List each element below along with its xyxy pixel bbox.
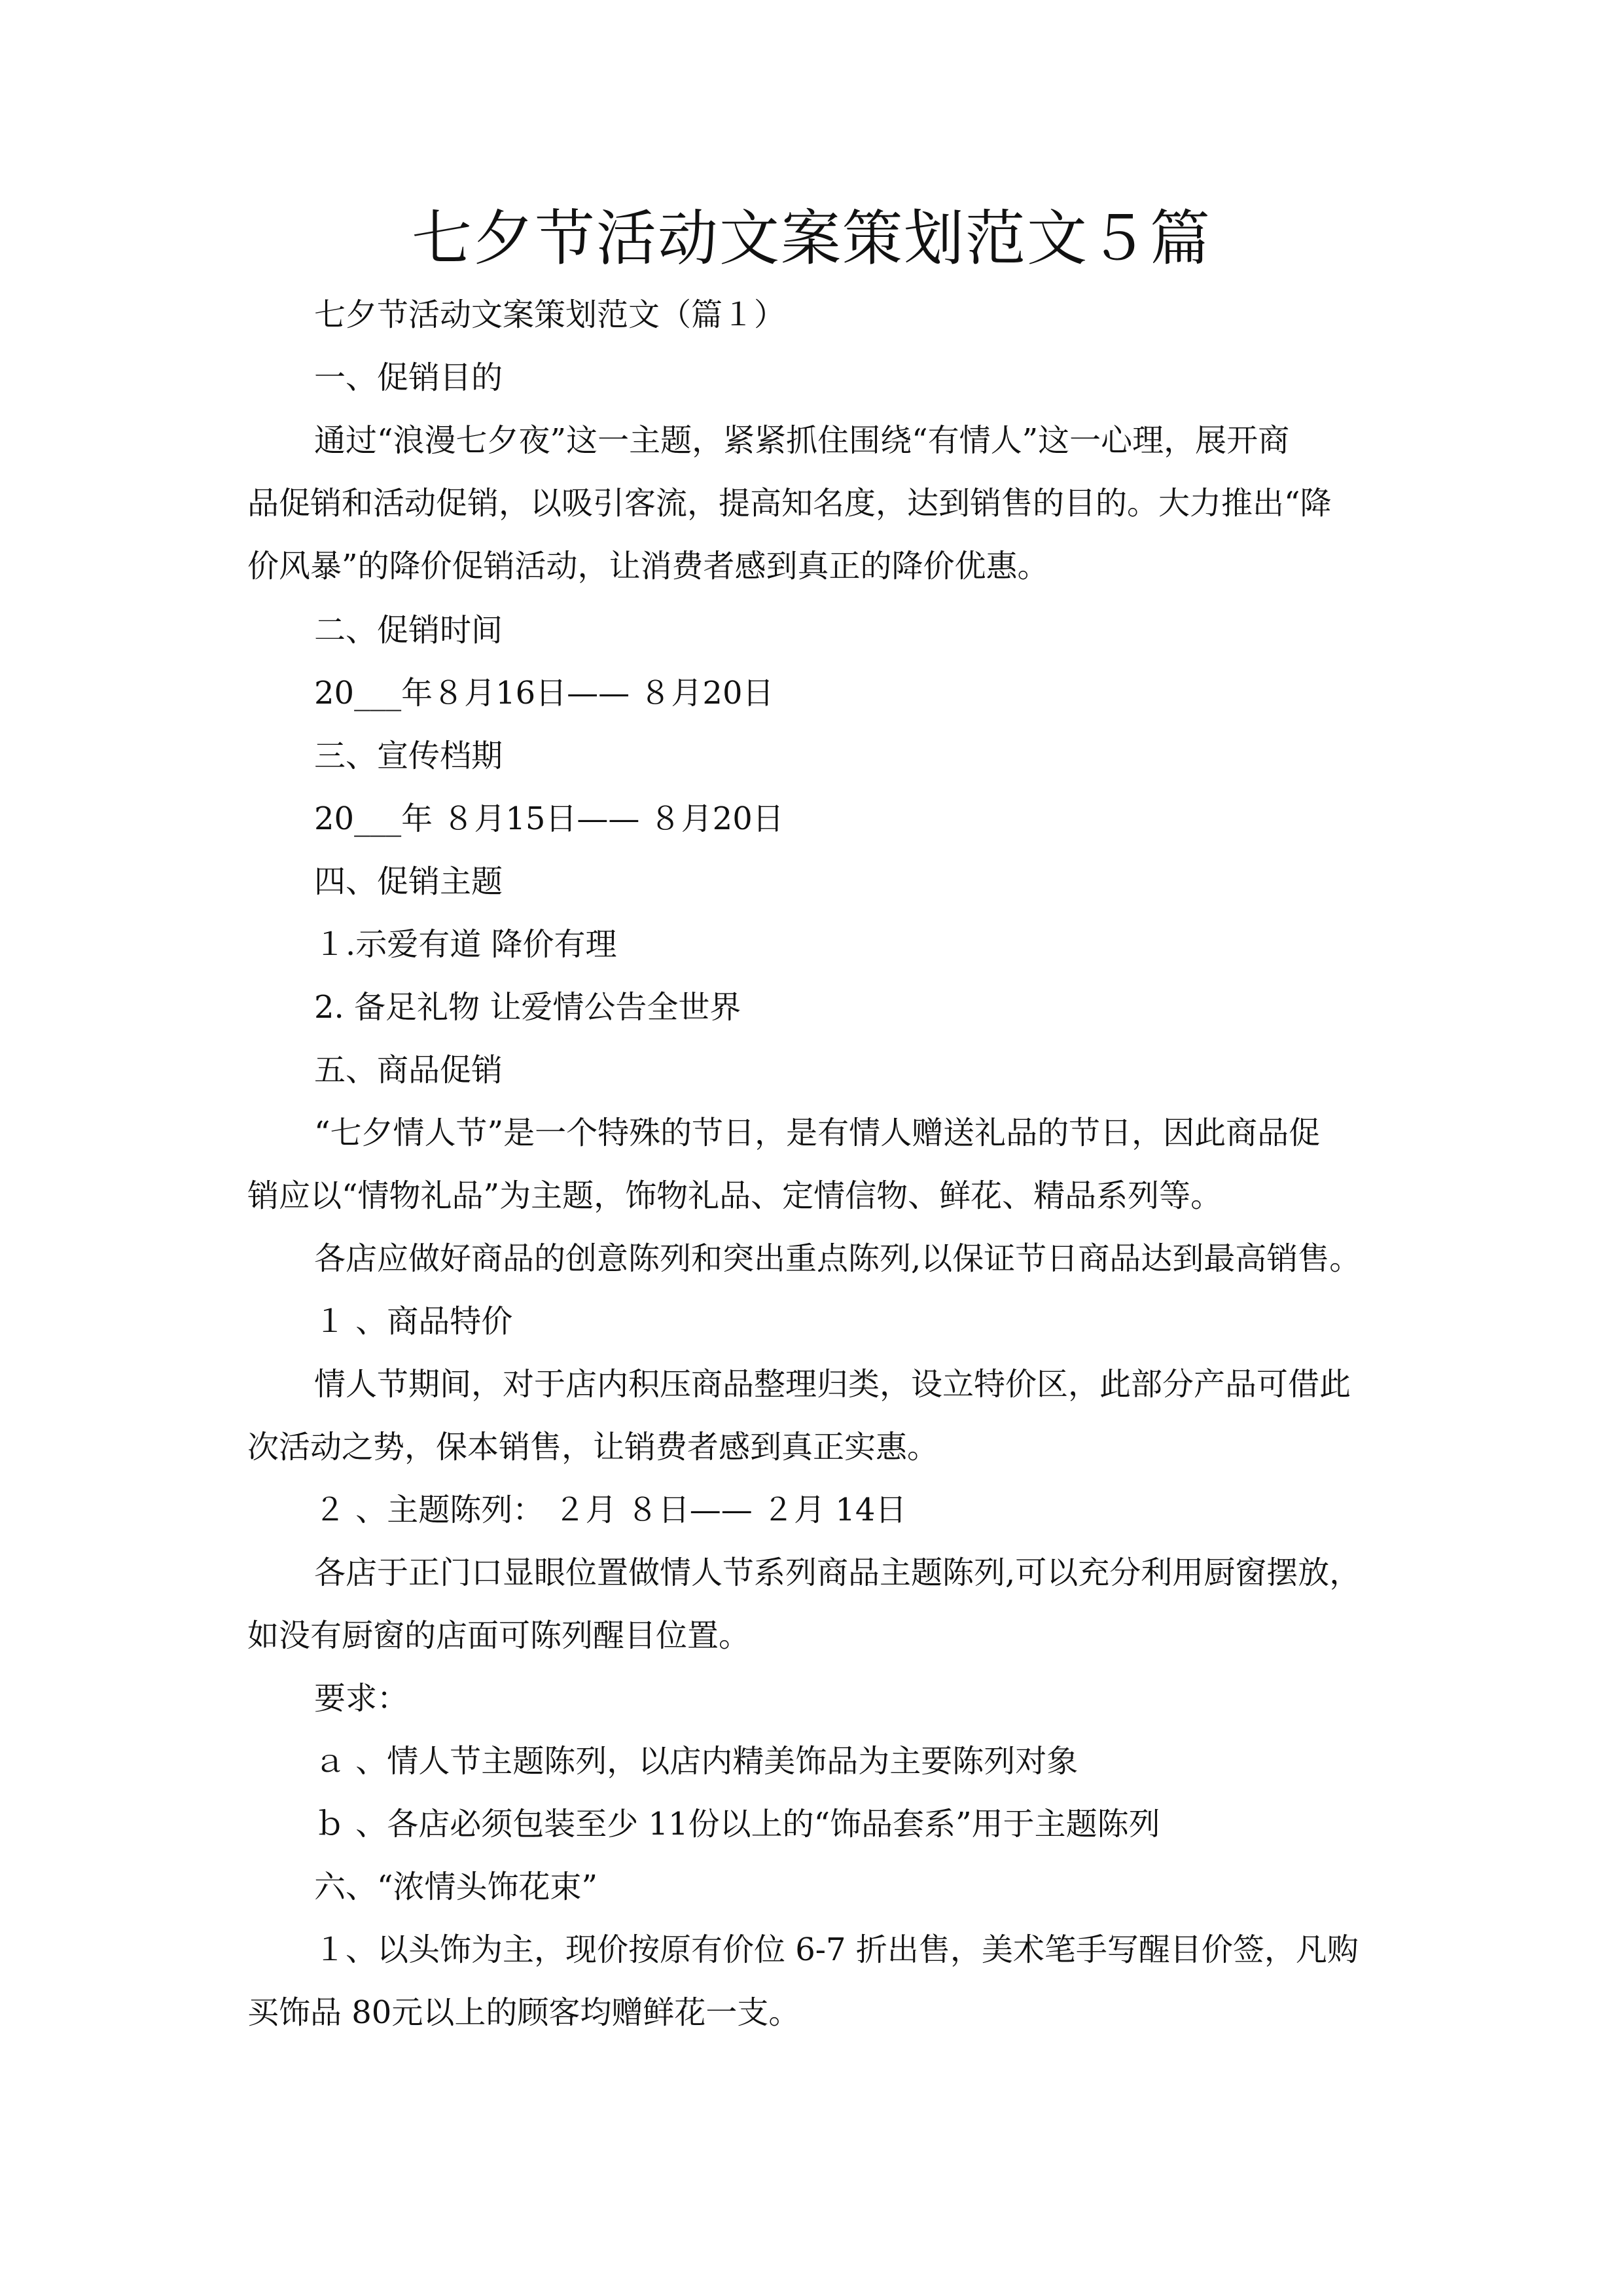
paragraph-line: 各店应做好商品的创意陈列和突出重点陈列,以保证节日商品达到最高销售。 [314,1240,1361,1277]
paragraph-line: １、以头饰为主，现价按原有价位 6-7 折出售，美术笔手写醒目价签，凡购 [314,1931,1359,1968]
section-heading: 六、“浓情头饰花束” [314,1869,598,1905]
paragraph-line: ａ 、情人节主题陈列，以店内精美饰品为主要陈列对象 [314,1743,1079,1780]
section-heading: 三、宣传档期 [314,738,503,774]
paragraph-line: ｂ 、各店必须包装至少 11份以上的“饰品套系”用于主题陈列 [314,1806,1160,1842]
section-heading: 二、促销时间 [314,612,503,649]
section-heading: 五、商品促销 [314,1052,503,1088]
section-heading: 一、促销目的 [314,359,503,396]
paragraph-line: 20___年 ８月15日—— ８月20日 [314,800,784,837]
paragraph-line: 品促销和活动促销，以吸引客流，提高知名度，达到销售的目的。大力推出“降 [247,485,1332,522]
paragraph-line: 要求： [314,1680,409,1717]
paragraph-line: 价风暴”的降价促销活动，让消费者感到真正的降价优惠。 [247,548,1049,584]
paragraph-line: 20___年８月16日—— ８月20日 [314,675,774,711]
paragraph-line: 通过“浪漫七夕夜”这一主题，紧紧抓住围绕“有情人”这一心理，展开商 [314,422,1290,459]
section-heading: 四、促销主题 [314,863,503,900]
paragraph-line: 各店于正门口显眼位置做情人节系列商品主题陈列,可以充分利用厨窗摆放， [314,1554,1361,1591]
paragraph-line: 七夕节活动文案策划范文（篇１） [314,296,786,333]
document-title: 七夕节活动文案策划范文５篇 [411,204,1211,274]
paragraph-line: １.示爱有道 降价有理 [314,926,617,963]
paragraph-line: ２ 、主题陈列： ２月 ８日—— ２月 14日 [314,1492,907,1528]
paragraph-line: 买饰品 80元以上的顾客均赠鲜花一支。 [247,1994,800,2031]
paragraph-line: 情人节期间，对于店内积压商品整理归类，设立特价区，此部分产品可借此 [314,1366,1351,1403]
paragraph-line: １ 、商品特价 [314,1303,513,1340]
paragraph-line: 如没有厨窗的店面可陈列醒目位置。 [247,1617,751,1654]
paragraph-line: 次活动之势，保本销售，让销费者感到真正实惠。 [247,1429,939,1465]
paragraph-line: “七夕情人节”是一个特殊的节日，是有情人赠送礼品的节日，因此商品促 [314,1115,1321,1151]
paragraph-line: 2. 备足礼物 让爱情公告全世界 [314,989,741,1026]
paragraph-line: 销应以“情物礼品”为主题，饰物礼品、定情信物、鲜花、精品系列等。 [247,1177,1222,1214]
